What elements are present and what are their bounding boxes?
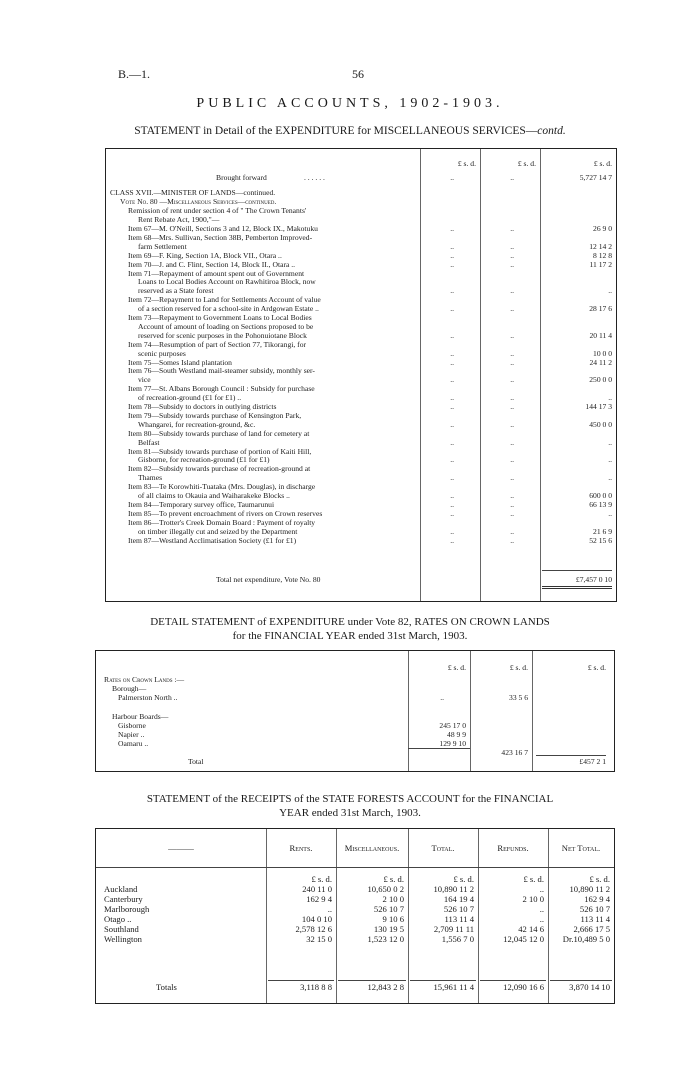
item-line: Item 73—Repayment to Government Loans to Local Bodies	[128, 313, 312, 322]
item-col2: ..	[510, 375, 514, 385]
vote-total-label: Total net expenditure, Vote No. 80	[216, 575, 321, 584]
receipt-rents: 240 11 0	[302, 884, 332, 894]
item-line: Item 72—Repayment to Land for Settlements Account of value	[128, 295, 321, 305]
receipt-misc: 10,650 0 2	[367, 884, 404, 894]
receipt-total-total: 15,961 11 4	[433, 982, 474, 992]
item-amount: 28 17 6	[589, 304, 612, 314]
board-oamaru-amount: 129 9 10	[439, 739, 466, 748]
item-amount: ..	[608, 437, 612, 447]
item-col1: ..	[450, 499, 454, 509]
item-line: Item 87—Westland Acclimatisation Society (£1 for £1)	[128, 535, 297, 545]
item-col1: ..	[450, 526, 454, 536]
item-line: Item 77—St. Albans Borough Council : Subsidy for purchase	[128, 384, 315, 394]
receipt-total-rents: 3,118 8 8	[300, 982, 332, 992]
receipt-net: Dr.10,489 5 0	[562, 934, 610, 944]
item-amount: 12 14 2	[589, 241, 612, 251]
item-line: farm Settlement	[138, 241, 187, 251]
item-col1: ..	[450, 491, 454, 500]
item-col2: ..	[510, 250, 514, 260]
item-amount: 600 0 0	[589, 491, 612, 500]
header-total: Total.	[431, 843, 455, 853]
page-title: PUBLIC ACCOUNTS, 1902-1903.	[196, 96, 504, 111]
item-col2: ..	[510, 402, 514, 411]
item-line: Item 85—To prevent encroachment of rivers on Crown reserves	[128, 508, 323, 518]
item-amount: 10 0 0	[593, 348, 612, 358]
item-line: Item 84—Temporary survey office, Taumarunui	[128, 499, 275, 509]
receipt-totals-label: Totals	[156, 982, 177, 992]
item-line: Item 67—M. O'Neill, Sections 3 and 12, Block IX., Makotuku	[128, 224, 318, 233]
col-head-1: £ s. d.	[457, 159, 476, 168]
item-col1: ..	[450, 330, 454, 340]
board-gisborne: Gisborne	[118, 721, 146, 730]
rates-heading: Rates on Crown Lands :—	[104, 675, 185, 684]
item-amount: ..	[608, 393, 612, 403]
item-col1: ..	[450, 402, 454, 411]
item-line: reserved as a State forest	[138, 286, 214, 296]
remission-line-2: Rent Rebate Act, 1900,"—	[138, 215, 220, 224]
col-head-3: £ s. d.	[587, 663, 606, 672]
detail-title-1: DETAIL STATEMENT of EXPENDITURE under Vote 82, RATES ON CROWN LANDS	[150, 616, 550, 628]
receipt-total: 526 10 7	[443, 904, 474, 914]
item-amount: 250 0 0	[589, 375, 612, 385]
item-col2: ..	[510, 304, 514, 314]
item-line: Item 70—J. and C. Flint, Section 14, Block II., Otara ..	[128, 259, 296, 269]
item-line: Thames	[138, 473, 163, 483]
receipt-row-name: Otago ..	[104, 914, 132, 924]
rates-table	[95, 650, 615, 772]
receipt-misc: 9 10 6	[382, 914, 404, 924]
item-col2: ..	[510, 393, 514, 403]
item-amount: 8 12 8	[593, 250, 612, 260]
item-col1: ..	[450, 304, 454, 314]
receipt-row-name: Wellington	[104, 934, 142, 944]
item-col1: ..	[450, 259, 454, 269]
item-line: Item 81—Subsidy towards purchase of portion of Kaiti Hill,	[128, 446, 312, 456]
item-line: Item 86—Trotter's Creek Domain Board : Payment of royalty	[128, 517, 316, 527]
item-col1: ..	[450, 250, 454, 260]
item-line: Item 74—Resumption of part of Section 77, Tikorangi, for	[128, 339, 307, 349]
item-col1: ..	[450, 473, 454, 483]
item-col1: ..	[450, 357, 454, 367]
receipt-misc: 130 19 5	[373, 924, 404, 934]
receipt-refunds: 2 10 0	[522, 894, 544, 904]
item-col2: ..	[510, 526, 514, 536]
item-col2: ..	[510, 499, 514, 509]
palmerston-amount: 33 5 6	[509, 693, 528, 702]
item-col1: ..	[450, 455, 454, 465]
item-amount: 66 13 9	[589, 499, 612, 509]
item-col2: ..	[510, 437, 514, 447]
receipt-net: 113 11 4	[580, 914, 610, 924]
board-napier: Napier ..	[118, 730, 145, 739]
item-line: Item 83—Te Korowhiti-Tuataka (Mrs. Douglas), in discharge	[128, 482, 316, 492]
item-col2: ..	[510, 357, 514, 367]
item-line: Item 68—Mrs. Sullivan, Section 38B, Pemberton Improved-	[128, 232, 313, 242]
col-head-2: £ s. d.	[509, 663, 528, 672]
brought-forward-dots: . . . . . .	[304, 173, 325, 182]
receipt-total: 1,556 7 0	[441, 934, 474, 944]
receipt-rents: 104 0 10	[301, 914, 332, 924]
header-refunds: Refunds.	[497, 843, 529, 853]
item-line: scenic purposes	[138, 348, 186, 358]
receipt-misc: 1,523 12 0	[367, 934, 404, 944]
item-line: Item 75—Somes Island plantation	[128, 357, 232, 367]
remission-line-1: Remission of rent under section 4 of " The Crown Tenants'	[128, 206, 307, 215]
receipt-row-name: Canterbury	[104, 894, 143, 904]
item-line: reserved for scenic purposes in the Pohonuiotane Block	[138, 330, 307, 340]
rates-total-amount: £457 2 1	[579, 757, 606, 766]
receipt-net: 10,890 11 2	[569, 884, 610, 894]
receipt-rents: 32 15 0	[306, 934, 332, 944]
receipt-total-net: 3,870 14 10	[569, 982, 610, 992]
item-amount: 21 6 9	[593, 526, 612, 536]
receipt-rents: 162 9 4	[306, 894, 332, 904]
item-col2: ..	[510, 259, 514, 269]
item-line: Item 80—Subsidy towards purchase of land for cemetery at	[128, 428, 310, 438]
receipt-row-name: Marlborough	[104, 904, 150, 914]
palmerston-label: Palmerston North ..	[118, 693, 178, 702]
item-col2: ..	[510, 286, 514, 296]
item-col1: ..	[450, 224, 454, 233]
header-rents: Rents.	[289, 843, 313, 853]
item-line: Item 78—Subsidy to doctors in outlying districts	[128, 402, 277, 411]
item-line: of recreation-ground (£1 for £1) ..	[138, 393, 242, 403]
col-head-2: £ s. d.	[517, 159, 536, 168]
board-gisborne-amount: 245 17 0	[439, 721, 466, 730]
item-col1: ..	[450, 375, 454, 385]
receipt-net: 162 9 4	[584, 894, 610, 904]
page-number: 56	[352, 67, 364, 81]
lsd-subheader: £ s. d.	[383, 874, 404, 884]
item-amount: 24 11 2	[589, 357, 612, 367]
receipt-rents: ..	[327, 904, 332, 914]
vote-heading: Vote No. 80 —Miscellaneous Services—continued.	[120, 197, 277, 206]
receipt-refunds: 42 14 6	[518, 924, 544, 934]
item-col1: ..	[450, 393, 454, 403]
item-amount: ..	[608, 508, 612, 518]
item-col1: ..	[450, 535, 454, 545]
receipt-misc: 2 10 0	[382, 894, 404, 904]
header-blank: ———	[168, 843, 194, 853]
harbour-subtotal: 423 16 7	[501, 748, 528, 757]
vote-total-amount: £7,457 0 10	[575, 575, 612, 584]
brought-forward-c2: ..	[510, 173, 514, 182]
harbour-label: Harbour Boards—	[112, 712, 169, 721]
item-col2: ..	[510, 241, 514, 251]
item-line: on timber illegally cut and seized by the Department	[138, 526, 298, 536]
class-heading: CLASS XVII.—MINISTER OF LANDS—continued.	[110, 188, 276, 197]
receipt-total: 164 19 4	[443, 894, 474, 904]
item-col2: ..	[510, 348, 514, 358]
board-napier-amount: 48 9 9	[447, 730, 466, 739]
item-line: Belfast	[138, 437, 160, 447]
rates-total-label: Total	[188, 757, 204, 766]
item-col2: ..	[510, 535, 514, 545]
item-col1: ..	[450, 419, 454, 429]
item-line: Whangarei, for recreation-ground, &c.	[138, 419, 256, 429]
col-head-3: £ s. d.	[593, 159, 612, 168]
receipt-total: 2,709 11 11	[433, 924, 474, 934]
receipt-misc: 526 10 7	[373, 904, 404, 914]
item-line: of all claims to Okauia and Waiharakeke Blocks ..	[138, 491, 290, 500]
expenditure-table	[105, 148, 617, 602]
item-line: Loans to Local Bodies Account on Rawhitiroa Block, now	[138, 277, 316, 287]
receipt-net: 526 10 7	[579, 904, 610, 914]
item-col1: ..	[450, 437, 454, 447]
item-line: Item 82—Subsidy towards purchase of recreation-ground at	[128, 464, 311, 474]
lsd-subheader: £ s. d.	[453, 874, 474, 884]
board-oamaru: Oamaru ..	[118, 739, 149, 748]
forests-receipts-table	[95, 828, 615, 1004]
detail-title-2: for the FINANCIAL YEAR ended 31st March, 1903.	[232, 630, 468, 642]
item-amount: 144 17 3	[585, 402, 612, 411]
receipts-title-2: YEAR ended 31st March, 1903.	[279, 807, 421, 819]
receipt-rents: 2,578 12 6	[295, 924, 332, 934]
receipt-net: 2,666 17 5	[573, 924, 610, 934]
brought-forward-amount: 5,727 14 7	[579, 173, 612, 182]
receipt-total: 113 11 4	[444, 914, 474, 924]
item-col2: ..	[510, 473, 514, 483]
receipt-row-name: Southland	[104, 924, 139, 934]
item-col1: ..	[450, 286, 454, 296]
brought-forward-c1: ..	[450, 173, 454, 182]
item-col2: ..	[510, 330, 514, 340]
item-line: Gisborne, for recreation-ground (£1 for £1)	[138, 455, 270, 465]
item-amount: 450 0 0	[589, 419, 612, 429]
receipt-refunds: ..	[539, 914, 544, 924]
item-col1: ..	[450, 241, 454, 251]
brought-forward-label: Brought forward	[216, 173, 267, 182]
item-amount: 11 17 2	[589, 259, 612, 269]
receipt-refunds: ..	[539, 884, 544, 894]
header-net-total: Net Total.	[561, 843, 601, 853]
item-line: Item 76—South Westland mail-steamer subsidy, monthly ser-	[128, 366, 315, 376]
receipt-refunds: 12,045 12 0	[503, 934, 544, 944]
item-amount: 20 11 4	[589, 330, 612, 340]
lsd-subheader: £ s. d.	[589, 874, 610, 884]
lsd-subheader: £ s. d.	[523, 874, 544, 884]
receipts-title-1: STATEMENT of the RECEIPTS of the STATE FORESTS ACCOUNT for the FINANCIAL	[146, 793, 554, 805]
receipt-total-refunds: 12,090 16 6	[503, 982, 544, 992]
palmerston-c1: ..	[440, 693, 444, 702]
item-line: of a section reserved for a school-site in Ardgowan Estate ..	[138, 304, 319, 314]
receipt-total: 10,890 11 2	[433, 884, 474, 894]
item-amount: ..	[608, 286, 612, 296]
item-line: Item 69—F. King, Section 1A, Block VII., Otara ..	[128, 250, 282, 260]
col-head-1: £ s. d.	[447, 663, 466, 672]
item-col2: ..	[510, 491, 514, 500]
item-col2: ..	[510, 224, 514, 233]
item-col2: ..	[510, 455, 514, 465]
item-line: Item 71—Repayment of amount spent out of Government	[128, 268, 305, 278]
item-line: Item 79—Subsidy towards purchase of Kensington Park,	[128, 410, 302, 420]
receipt-refunds: ..	[539, 904, 544, 914]
header-miscellaneous: Miscellaneous.	[344, 843, 400, 853]
item-col1: ..	[450, 348, 454, 358]
receipt-row-name: Auckland	[104, 884, 138, 894]
item-col2: ..	[510, 419, 514, 429]
item-amount: 52 15 6	[589, 535, 612, 545]
borough-label: Borough—	[112, 684, 147, 693]
statement-subtitle: STATEMENT in Detail of the EXPENDITURE for MISCELLANEOUS SERVICES—contd.	[134, 125, 566, 137]
receipt-total-misc: 12,843 2 8	[367, 982, 404, 992]
item-col1: ..	[450, 508, 454, 518]
item-amount: ..	[608, 455, 612, 465]
item-line: vice	[138, 375, 151, 385]
item-amount: ..	[608, 473, 612, 483]
item-col2: ..	[510, 508, 514, 518]
item-line: Account of amount of loading on Sections proposed to be	[138, 321, 314, 331]
lsd-subheader: £ s. d.	[311, 874, 332, 884]
item-amount: 26 9 0	[593, 224, 612, 233]
document-reference: B.—1.	[118, 67, 151, 81]
